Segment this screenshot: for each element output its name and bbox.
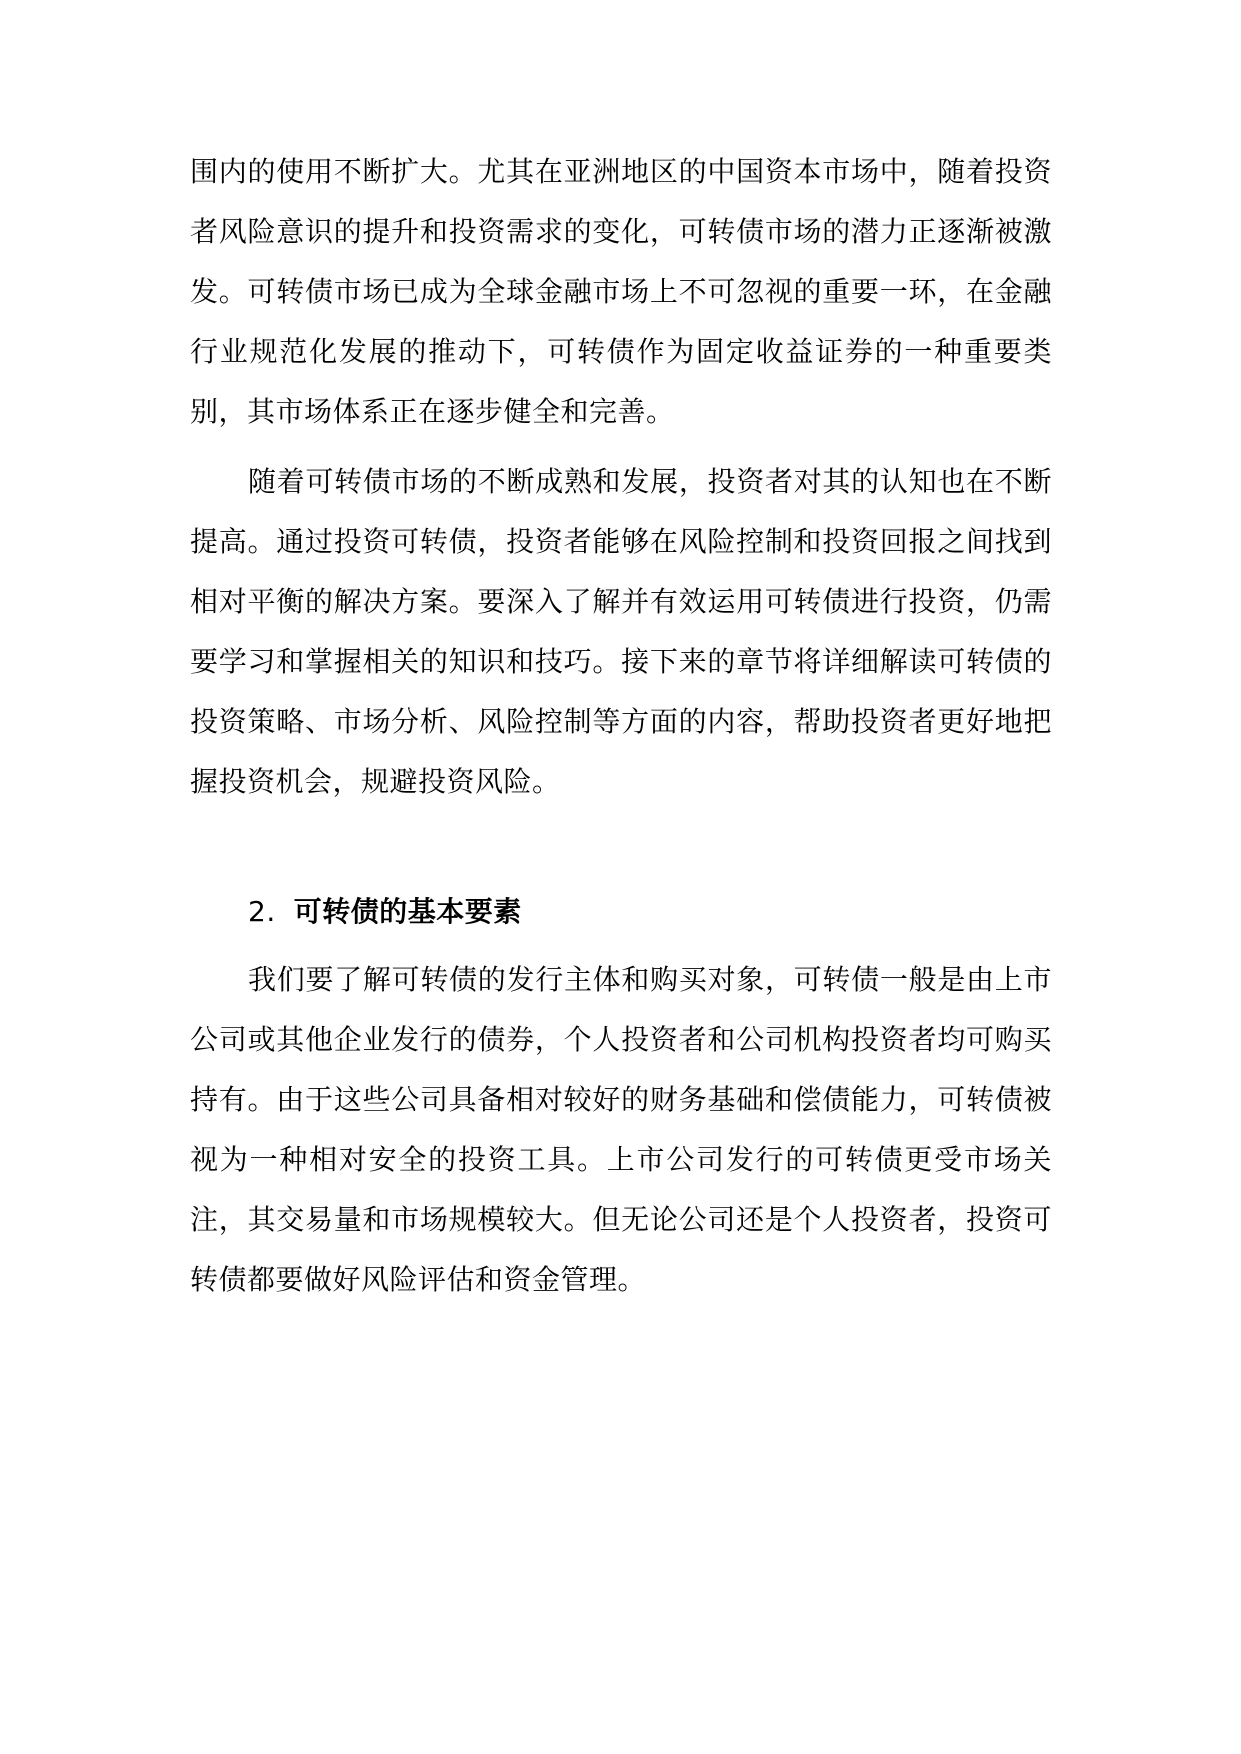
section-number: 2. bbox=[248, 895, 276, 928]
document-body bbox=[190, 142, 1052, 1310]
section-heading bbox=[190, 882, 1052, 942]
section-title: 可转债的基本要素 bbox=[293, 895, 522, 928]
paragraph-issuers: 我们要了解可转债的发行主体和购买对象，可转债一般是由上市公司或其他企业发行的债券，个人投资者和公司机构投资者均可购买持有。由于这些公司具备相对较好的财务基础和偿债能力，可转债被视为一种相对安全的投资工具。上市公司发行的可转债更受市场关注，其交易量和市场规模较大。但无论公司还是个人投资者，投资可转债都要做好风险评估和资金管理。 bbox=[190, 963, 1052, 1296]
paragraph-market-maturity: 随着可转债市场的不断成熟和发展，投资者对其的认知也在不断提高。通过投资可转债，投资者能够在风险控制和投资回报之间找到相对平衡的解决方案。要深入了解并有效运用可转债进行投资，仍需要学习和掌握相关的知识和技巧。接下来的章节将详细解读可转债的投资策略、市场分析、风险控制等方面的内容，帮助投资者更好地把握投资机会，规避投资风险。 bbox=[190, 465, 1052, 798]
paragraph-continued: 围内的使用不断扩大。尤其在亚洲地区的中国资本市场中，随着投资者风险意识的提升和投资需求的变化，可转债市场的潜力正逐渐被激发。可转债市场已成为全球金融市场上不可忽视的重要一环，在金融行业规范化发展的推动下，可转债作为固定收益证券的一种重要类别，其市场体系正在逐步健全和完善。 bbox=[190, 155, 1052, 428]
